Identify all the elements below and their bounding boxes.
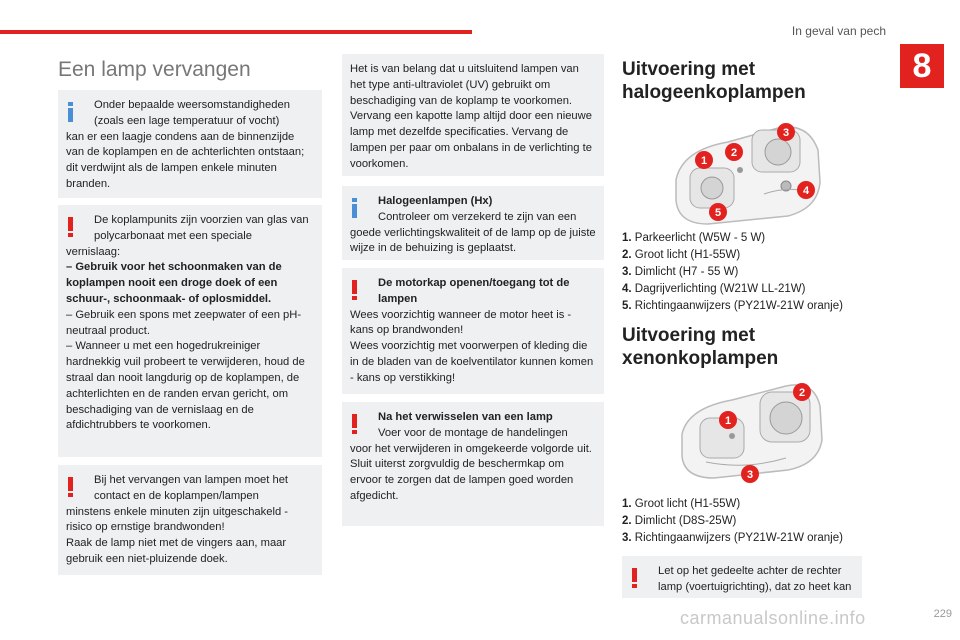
- list-item: 2. Groot licht (H1-55W): [622, 249, 741, 261]
- svg-text:1: 1: [700, 155, 708, 167]
- xenon-section-title: Uitvoering met xenonkoplampen: [622, 325, 779, 369]
- info-box-condensation: [58, 90, 322, 198]
- list-item: 5. Richtingaanwijzers (PY21W-21W oranje): [622, 300, 843, 312]
- info-text-first: Onder bepaalde weersomstandigheden (zoals een lage temperatuur of vocht): [94, 99, 290, 127]
- info-box-halogen: [342, 186, 604, 260]
- warning-box-bonnet: [342, 268, 604, 394]
- callout-1: [719, 411, 737, 429]
- xenon-bulb-list: [622, 496, 862, 547]
- warning-box-after-replace: [342, 402, 604, 526]
- section-header-title: In geval van pech: [791, 24, 886, 38]
- warning-box-polycarbonate: [58, 205, 322, 457]
- warning-box-title: De motorkap openen/toegang tot de lampen: [378, 277, 570, 305]
- warning-text-line: – Gebruik een spons met zeepwater of een pH-neutraal product.: [66, 308, 302, 337]
- halogen-headlamp-diagram: [668, 120, 828, 230]
- warning-text-line: Raak de lamp niet met de vingers aan, maar gebruik een niet-pluizende doek.: [66, 537, 287, 565]
- warning-box-title: Na het verwisselen van een lamp: [378, 411, 553, 423]
- warning-text-first: De koplampunits zijn voorzien van glas van polycarbonaat met een speciale: [94, 214, 309, 242]
- info-text-rest: goede verlichtingskwaliteit of de lamp op de juiste wijze in de behuizing is geplaatst.: [350, 226, 596, 255]
- info-box-title: Halogeenlampen (Hx): [378, 195, 493, 207]
- warning-text-line: Wees voorzichtig wanneer de motor heet is - kans op brandwonden!: [350, 308, 572, 337]
- list-item: 4. Dagrijverlichting (W21W LL-21W): [622, 283, 806, 295]
- warning-box-hot-area: [622, 556, 862, 598]
- callout-5: [709, 203, 727, 221]
- svg-text:4: 4: [802, 185, 810, 197]
- list-item: 2. Dimlicht (D8S-25W): [622, 515, 737, 527]
- callout-1: [695, 151, 713, 169]
- info-icon: [352, 198, 357, 218]
- warning-text-first: Bij het vervangen van lampen moet het contact en de koplampen/lampen: [94, 474, 289, 502]
- text-box-uv-lamps: [342, 54, 604, 176]
- warning-box-burns: [58, 465, 322, 575]
- warning-icon: [352, 414, 357, 434]
- watermark: carmanualsonline.info: [680, 608, 866, 628]
- warning-text-bold: – Gebruik voor het schoonmaken van de koplampen nooit een droge doek of een schuur-, schoonmaak- of oplosmiddel.: [66, 261, 282, 305]
- warning-icon: [352, 280, 357, 300]
- callout-3: [777, 123, 795, 141]
- warning-text-first: Voer voor de montage de handelingen: [378, 426, 568, 439]
- warning-text-first: Let op het gedeelte achter de rechter: [658, 565, 842, 577]
- svg-text:3: 3: [782, 127, 790, 139]
- info-text-rest: kan er een laagje condens aan de binnenzijde van de koplampen en de achterlichten ontstaan; dit verdwijnt als de lampen enkele minuten branden.: [66, 130, 305, 190]
- warning-icon: [68, 477, 73, 497]
- callout-3: [741, 465, 759, 483]
- list-item: 1. Groot licht (H1-55W): [622, 498, 741, 510]
- svg-text:2: 2: [798, 387, 806, 399]
- list-item: 3. Dimlicht (H7 - 55 W): [622, 266, 739, 278]
- svg-text:5: 5: [714, 207, 722, 219]
- warning-text-line: – Wanneer u met een hogedrukreiniger hardnekkig vuil probeert te verwijderen, houd de straal dan nooit langdurig op de koplampen, de achterlichten en de randen ervan gericht, om beschadiging van de vernislaag en de afdichtrubbers te voorkomen.: [66, 340, 305, 432]
- page-title: Een lamp vervangen: [58, 58, 251, 81]
- warning-icon: [68, 217, 73, 237]
- warning-text-line: Sluit uiterst zorgvuldig de beschermkap om ervoor te zorgen dat de lampen goed worden afgedicht.: [350, 458, 574, 502]
- svg-text:2: 2: [730, 147, 738, 159]
- info-icon: [68, 102, 73, 122]
- xenon-headlamp-diagram: [676, 378, 826, 484]
- page-number: 229: [933, 608, 952, 620]
- list-item: 1. Parkeerlicht (W5W - 5 W): [622, 232, 766, 244]
- warning-text-line: lamp (voertuigrichting), dat zo heet kan: [658, 580, 852, 593]
- callout-2: [793, 383, 811, 401]
- warning-text-line: minstens enkele minuten zijn uitgeschakeld - risico op ernstige brandwonden!: [66, 505, 289, 534]
- info-text-first: Controleer om verzekerd te zijn van een: [378, 210, 577, 223]
- halogen-section-title: Uitvoering met halogeenkoplampen: [622, 59, 806, 103]
- callout-2: [725, 143, 743, 161]
- svg-text:1: 1: [724, 415, 732, 427]
- chapter-badge: 8: [900, 44, 944, 88]
- list-item: 3. Richtingaanwijzers (PY21W-21W oranje): [622, 532, 843, 544]
- callout-4: [797, 181, 815, 199]
- warning-text-line: vernislaag:: [66, 245, 121, 258]
- warning-text-line: voor het verwijderen in omgekeerde volgorde uit.: [350, 442, 592, 455]
- svg-text:3: 3: [746, 469, 754, 481]
- halogen-bulb-list: [622, 230, 862, 315]
- body-text: Het is van belang dat u uitsluitend lampen van het type anti-ultraviolet (UV) gebruikt om beschadiging van de koplamp te voorkomen. Vervang een kapotte lamp altijd door een nieuwe lamp met dezelfde specificaties. Vervang de lampen per paar om onbalans in de verlichting te voorkomen.: [350, 63, 592, 170]
- warning-icon: [632, 568, 637, 588]
- header-accent-bar: [0, 30, 472, 34]
- warning-text-line: Wees voorzichtig met voorwerpen of kleding die in de bladen van de koelventilator kunnen komen - kans op verstikking!: [350, 340, 594, 384]
